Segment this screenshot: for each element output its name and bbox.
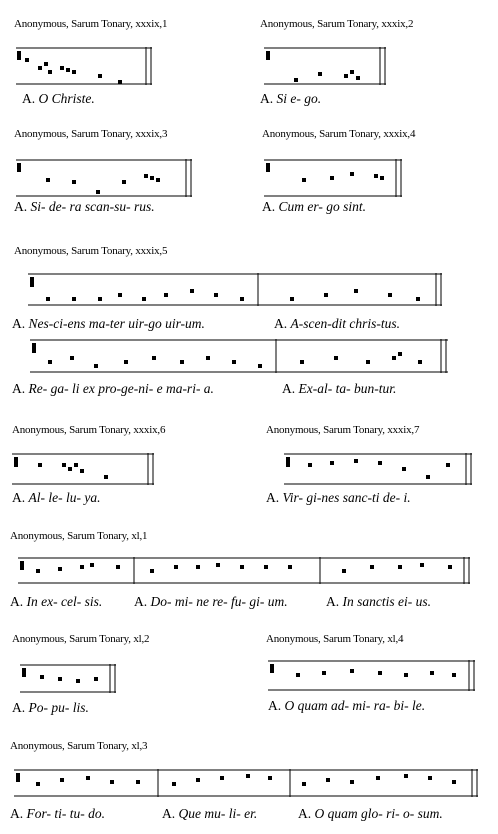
example-caption: Anonymous, Sarum Tonary, xl,2 xyxy=(12,633,150,645)
lyric-line xyxy=(162,806,257,822)
lyric-text: O quam glo- ri- o- sum. xyxy=(314,806,443,821)
lyric-text: Vir- gi-nes sanc-ti de- i. xyxy=(282,490,411,505)
antiphon-marker: A. xyxy=(12,381,26,396)
lyric-text: Si e- go. xyxy=(276,91,322,106)
lyric-line xyxy=(282,381,396,397)
lyric-text: Ex-al- ta- bun-tur. xyxy=(298,381,397,396)
lyric-text: Si- de- ra scan-su- rus. xyxy=(30,199,155,214)
antiphon-marker: A. xyxy=(22,91,36,106)
lyric-line xyxy=(268,698,425,714)
lyric-text: Al- le- lu- ya. xyxy=(28,490,101,505)
example-caption: Anonymous, Sarum Tonary, xxxix,2 xyxy=(260,18,414,30)
lyric-line xyxy=(12,381,214,397)
antiphon-marker: A. xyxy=(12,316,26,331)
lyric-line xyxy=(260,91,321,107)
lyric-text: For- ti- tu- do. xyxy=(26,806,105,821)
antiphon-marker: A. xyxy=(260,91,274,106)
example-caption: Anonymous, Sarum Tonary, xxxix,6 xyxy=(12,424,166,436)
antiphon-marker: A. xyxy=(266,490,280,505)
lyric-line xyxy=(12,316,205,332)
lyric-line xyxy=(266,490,411,506)
antiphon-marker: A. xyxy=(262,199,276,214)
example-caption: Anonymous, Sarum Tonary, xxxix,7 xyxy=(266,424,420,436)
antiphon-marker: A. xyxy=(10,594,24,609)
lyric-line xyxy=(12,490,100,506)
antiphon-marker: A. xyxy=(10,806,24,821)
example-caption: Anonymous, Sarum Tonary, xxxix,4 xyxy=(262,128,416,140)
lyric-text: Po- pu- lis. xyxy=(28,700,89,715)
lyric-text: O Christe. xyxy=(38,91,95,106)
lyric-text: Nes-ci-ens ma-ter uir-go uir-um. xyxy=(28,316,205,331)
lyric-line xyxy=(134,594,288,610)
lyric-line xyxy=(326,594,431,610)
example-caption: Anonymous, Sarum Tonary, xxxix,3 xyxy=(14,128,168,140)
antiphon-marker: A. xyxy=(274,316,288,331)
lyric-text: A-scen-dit chris-tus. xyxy=(290,316,400,331)
lyric-text: O quam ad- mi- ra- bi- le. xyxy=(284,698,426,713)
example-caption: Anonymous, Sarum Tonary, xl,1 xyxy=(10,530,148,542)
example-caption: Anonymous, Sarum Tonary, xl,4 xyxy=(266,633,404,645)
lyric-line xyxy=(10,594,102,610)
example-caption: Anonymous, Sarum Tonary, xxxix,5 xyxy=(14,245,168,257)
lyric-text: Cum er- go sint. xyxy=(278,199,366,214)
lyric-text: In ex- cel- sis. xyxy=(26,594,103,609)
antiphon-marker: A. xyxy=(134,594,148,609)
staff-lines xyxy=(12,47,478,797)
lyric-line xyxy=(22,91,95,107)
lyric-text: In sanctis ei- us. xyxy=(342,594,431,609)
lyric-line xyxy=(12,700,89,716)
antiphon-marker: A. xyxy=(162,806,176,821)
antiphon-marker: A. xyxy=(14,199,28,214)
example-caption: Anonymous, Sarum Tonary, xxxix,1 xyxy=(14,18,168,30)
lyric-line xyxy=(298,806,443,822)
lyric-line xyxy=(262,199,366,215)
antiphon-marker: A. xyxy=(282,381,296,396)
example-caption: Anonymous, Sarum Tonary, xl,3 xyxy=(10,740,148,752)
antiphon-marker: A. xyxy=(12,700,26,715)
lyric-line xyxy=(274,316,400,332)
lyric-text: Do- mi- ne re- fu- gi- um. xyxy=(150,594,288,609)
neumes xyxy=(14,51,456,786)
lyric-line xyxy=(14,199,155,215)
antiphon-marker: A. xyxy=(12,490,26,505)
antiphon-marker: A. xyxy=(268,698,282,713)
lyric-text: Re- ga- li ex pro-ge-ni- e ma-ri- a. xyxy=(28,381,214,396)
antiphon-marker: A. xyxy=(298,806,312,821)
lyric-text: Que mu- li- er. xyxy=(178,806,258,821)
lyric-line xyxy=(10,806,105,822)
antiphon-marker: A. xyxy=(326,594,340,609)
